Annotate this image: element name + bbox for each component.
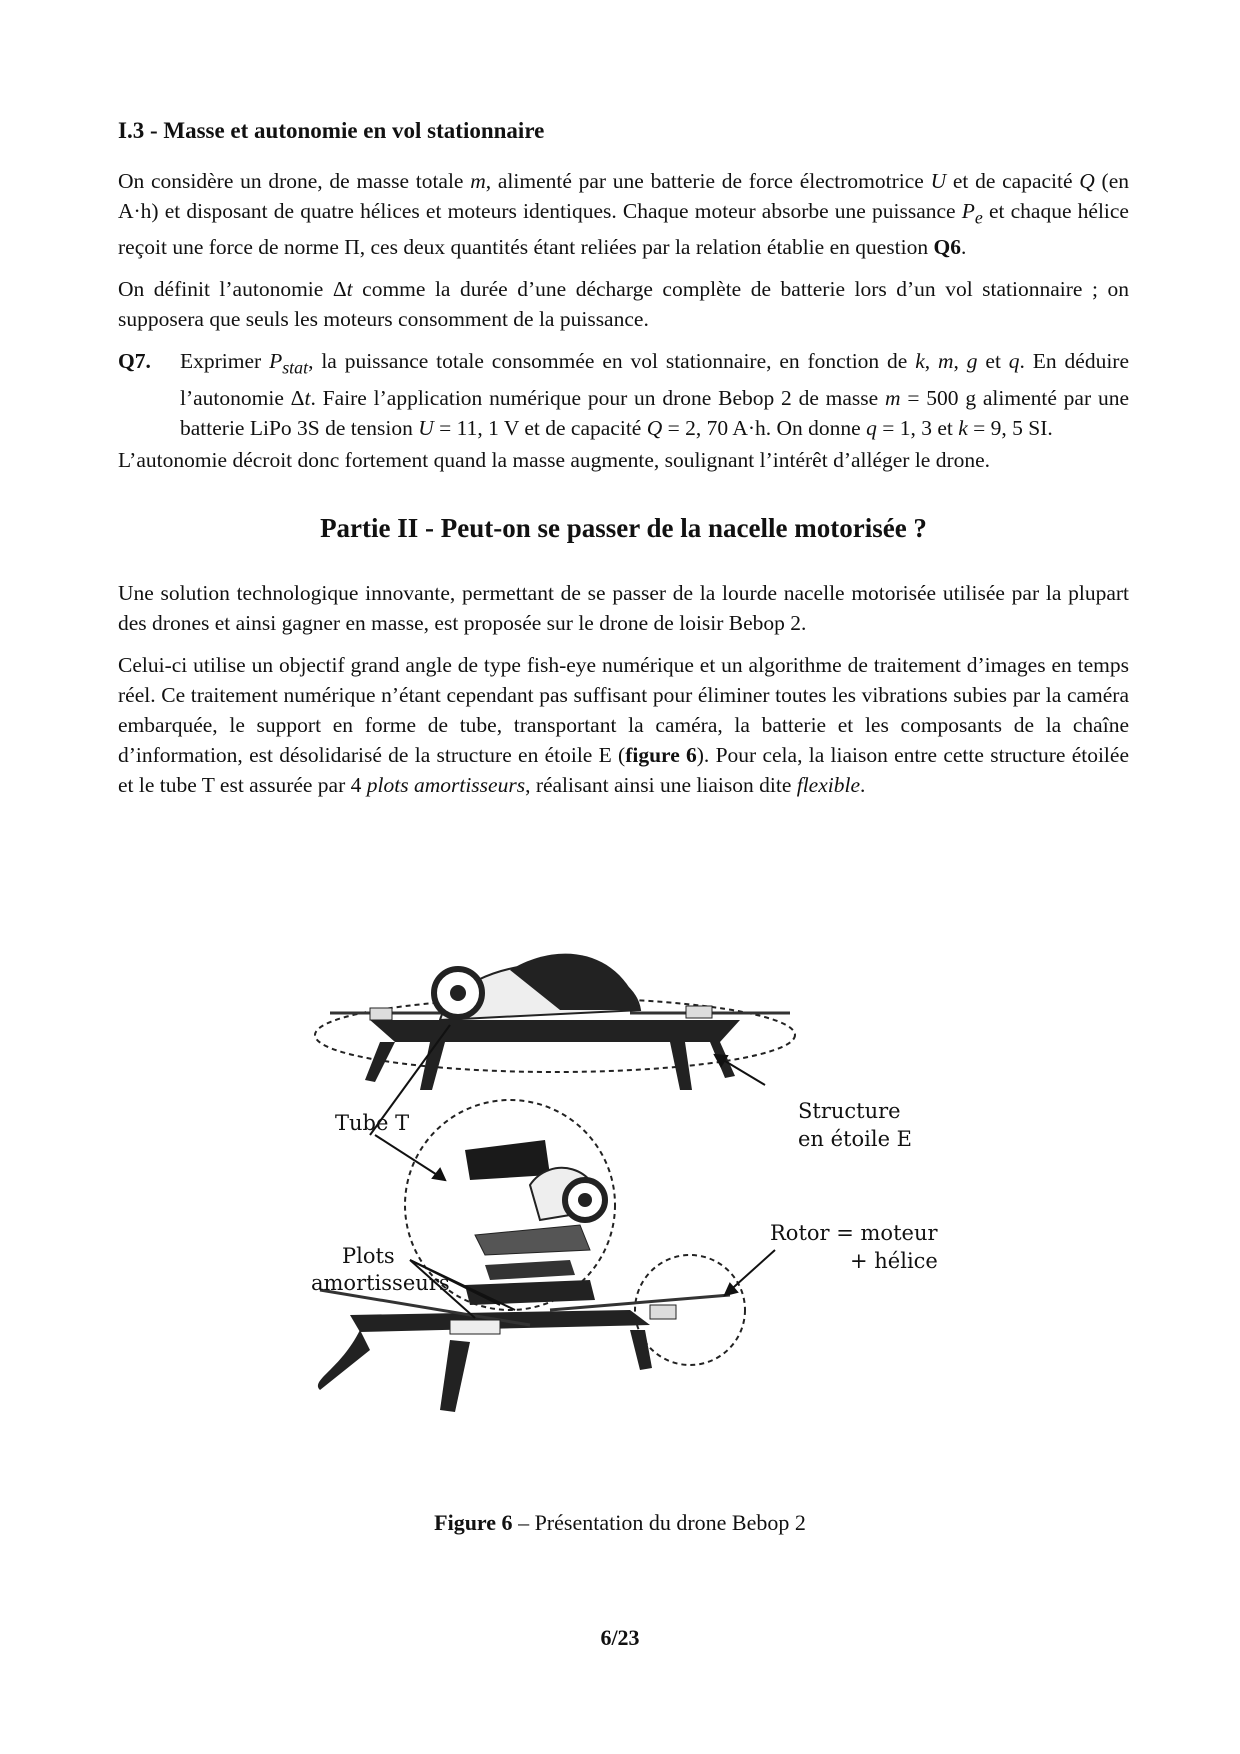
question-q7 xyxy=(118,346,1129,442)
paragraph-2: On définit l’autonomie Δt comme la durée d’une décharge complète de batterie lors d’un vol stationnaire ; on supposera que seuls les moteurs consomment de la puissance. xyxy=(118,277,1129,332)
label-tube: Tube T xyxy=(335,1111,410,1135)
figure-caption: Figure 6 – Présentation du drone Bebop 2 xyxy=(434,1510,806,1535)
label-structure-line1: Structure xyxy=(798,1099,901,1123)
label-plots-line1: Plots xyxy=(342,1244,395,1268)
page-content xyxy=(118,118,1129,812)
label-structure-line2: en étoile E xyxy=(798,1127,913,1151)
question-number: Q7. xyxy=(118,349,151,374)
paragraph-4: Une solution technologique innovante, permettant de se passer de la lourde nacelle motorisée utilisée par la plupart des drones et ainsi gagner en masse, est proposée sur le drone de loisir Bebop 2. xyxy=(118,580,1129,635)
assembled-drone xyxy=(315,954,795,1090)
part-title: Partie II - Peut-on se passer de la nacelle motorisée ? xyxy=(320,512,927,543)
section-title: I.3 - Masse et autonomie en vol stationnaire xyxy=(118,118,545,143)
label-rotor-line1: Rotor = moteur xyxy=(770,1221,938,1245)
paragraph-3: L’autonomie décroit donc fortement quand la masse augmente, soulignant l’intérêt d’alléger le drone. xyxy=(118,447,991,472)
question-body: Exprimer $P_{stat}$, la puissance totale consommée en vol stationnaire, en fonction de k, m, g et q. En déduire l’autonomie Δt. Faire l’application numérique pour un drone Bebop 2 de masse m = 500 g alimenté par une batterie LiPo 3S de tension U = 11, 1 V et de capacité Q = 2, 70 A·h. On donne q = 1, 3 et k = 9, 5 SI. xyxy=(180,349,1129,440)
page-number: 6/23 xyxy=(600,1625,640,1650)
paragraph-1: On considère un drone, de masse totale m, alimenté par une batterie de force électromotrice U et de capacité Q (en A·h) et disposant de quatre hélices et moteurs identiques. Chaque moteur absorbe une puissance $P_e$ et chaque hélice reçoit une force de norme Π, ces deux quantités étant reliées par la relation établie en question Q6. xyxy=(118,169,1129,260)
label-plots-line2: amortisseurs xyxy=(311,1271,450,1295)
label-rotor-line2: + hélice xyxy=(850,1249,938,1273)
paragraph-5: Celui-ci utilise un objectif grand angle de type fish-eye numérique et un algorithme de traitement d’images en temps réel. Ce traitement numérique n’étant cependant pas suffisant pour éliminer toutes les vibrations subies par la caméra embarquée, le support en forme de tube, transportant la caméra, la batterie et les composants de la chaîne d’information, est désolidarisé de la structure en étoile E (figure 6). Pour cela, la liaison entre cette structure étoilée et le tube T est assurée par 4 plots amortisseurs, réalisant ainsi une liaison dite flexible. xyxy=(118,652,1129,797)
